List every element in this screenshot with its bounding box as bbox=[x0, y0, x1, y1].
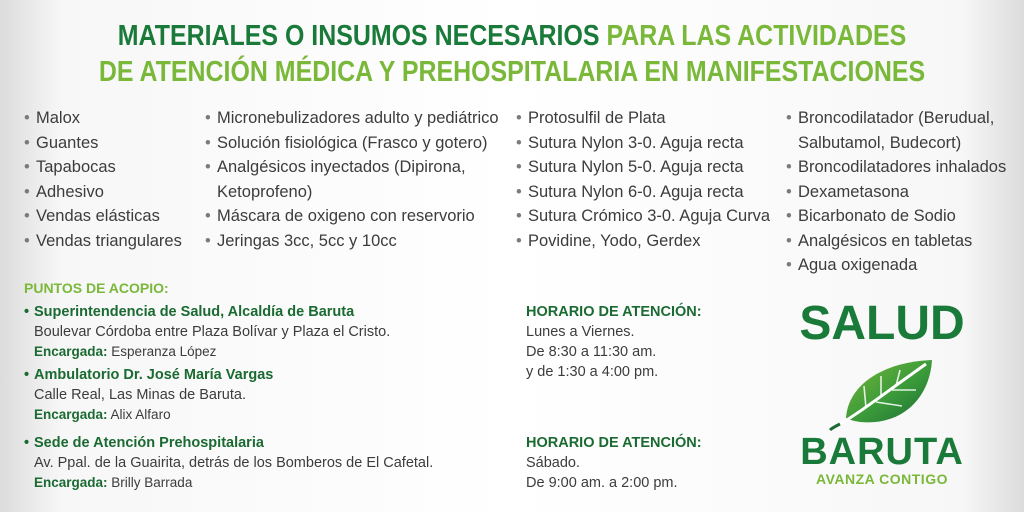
supply-item: • Analgésicos inyectados (Dipirona, Ketoprofeno) bbox=[205, 155, 505, 204]
supply-item: • Jeringas 3cc, 5cc y 10cc bbox=[205, 229, 505, 254]
site-name: • Superintendencia de Salud, Alcaldía de Baruta bbox=[24, 302, 390, 322]
supplies-column-3 bbox=[516, 106, 776, 253]
site-address: Boulevar Córdoba entre Plaza Bolívar y Plaza el Cristo. bbox=[34, 324, 391, 340]
hours-heading: HORARIO DE ATENCIÓN: bbox=[526, 435, 702, 451]
supply-item: • Vendas triangulares bbox=[24, 229, 204, 254]
manager-label: Encargada: bbox=[34, 407, 108, 422]
supplies-column-2 bbox=[205, 106, 505, 253]
supply-item: • Broncodilatadores inhalados bbox=[786, 155, 1016, 180]
hours-heading: HORARIO DE ATENCIÓN: bbox=[526, 304, 702, 320]
hours-line: y de 1:30 a 4:00 pm. bbox=[526, 364, 659, 380]
hours-line: De 9:00 am. a 2:00 pm. bbox=[526, 475, 678, 491]
logo-tagline: AVANZA CONTIGO bbox=[816, 471, 948, 487]
supply-item: • Micronebulizadores adulto y pediátrico bbox=[205, 106, 505, 131]
supply-item: • Vendas elásticas bbox=[24, 204, 204, 229]
site-address: Av. Ppal. de la Guairita, detrás de los Bomberos de El Cafetal. bbox=[34, 455, 434, 471]
collection-site bbox=[24, 433, 433, 493]
page-title bbox=[72, 18, 953, 90]
supply-item: • Sutura Nylon 6-0. Aguja recta bbox=[516, 180, 776, 205]
site-name: • Ambulatorio Dr. José María Vargas bbox=[24, 365, 273, 385]
supply-item: • Máscara de oxigeno con reservorio bbox=[205, 204, 505, 229]
collection-points-label: PUNTOS DE ACOPIO: bbox=[24, 280, 169, 296]
site-manager bbox=[24, 473, 433, 493]
logo-salud-text: SALUD bbox=[799, 297, 965, 350]
supply-item: • Broncodilatador (Berudual, Salbutamol, Budecort) bbox=[786, 106, 1016, 155]
supply-item: • Bicarbonato de Sodio bbox=[786, 204, 1016, 229]
manager-name: Alix Alfaro bbox=[110, 407, 171, 422]
opening-hours-saturday bbox=[526, 433, 702, 493]
salud-baruta-logo bbox=[790, 298, 974, 498]
hours-line: De 8:30 a 11:30 am. bbox=[526, 344, 657, 360]
title-line-1-dark: MATERIALES O INSUMOS NECESARIOS bbox=[117, 20, 600, 52]
supply-item: • Povidine, Yodo, Gerdex bbox=[516, 229, 776, 254]
supply-item: • Tapabocas bbox=[24, 155, 204, 180]
supply-item: • Dexametasona bbox=[786, 180, 1016, 205]
collection-site bbox=[24, 302, 390, 362]
logo-baruta-text: BARUTA bbox=[800, 431, 964, 473]
supply-item: • Guantes bbox=[24, 131, 204, 156]
leaf-icon bbox=[826, 356, 938, 434]
hours-line: Sábado. bbox=[526, 455, 581, 471]
site-address: Calle Real, Las Minas de Baruta. bbox=[34, 387, 246, 403]
hours-line: Lunes a Viernes. bbox=[526, 324, 635, 340]
manager-name: Esperanza López bbox=[111, 344, 217, 359]
supply-item: • Sutura Nylon 5-0. Aguja recta bbox=[516, 155, 776, 180]
supply-item: • Protosulfil de Plata bbox=[516, 106, 776, 131]
title-line-2: DE ATENCIÓN MÉDICA Y PREHOSPITALARIA EN MANIFESTACIONES bbox=[98, 56, 926, 88]
title-line-1-light: PARA LAS ACTIVIDADES bbox=[606, 20, 907, 52]
opening-hours-weekdays bbox=[526, 302, 702, 382]
manager-name: Brilly Barrada bbox=[111, 475, 193, 490]
supplies-column-4 bbox=[786, 106, 1016, 278]
supplies-column-1 bbox=[24, 106, 204, 253]
site-manager bbox=[24, 405, 273, 425]
supply-item: • Adhesivo bbox=[24, 180, 204, 205]
collection-site bbox=[24, 365, 273, 425]
title-line-1 bbox=[72, 18, 953, 54]
supply-item: • Sutura Nylon 3-0. Aguja recta bbox=[516, 131, 776, 156]
manager-label: Encargada: bbox=[34, 475, 108, 490]
manager-label: Encargada: bbox=[34, 344, 108, 359]
supply-item: • Malox bbox=[24, 106, 204, 131]
supply-item: • Solución fisiológica (Frasco y gotero) bbox=[205, 131, 505, 156]
supply-item: • Agua oxigenada bbox=[786, 253, 1016, 278]
site-name: • Sede de Atención Prehospitalaria bbox=[24, 433, 433, 453]
site-manager bbox=[24, 342, 390, 362]
supply-item: • Sutura Crómico 3-0. Aguja Curva bbox=[516, 204, 776, 229]
supply-item: • Analgésicos en tabletas bbox=[786, 229, 1016, 254]
